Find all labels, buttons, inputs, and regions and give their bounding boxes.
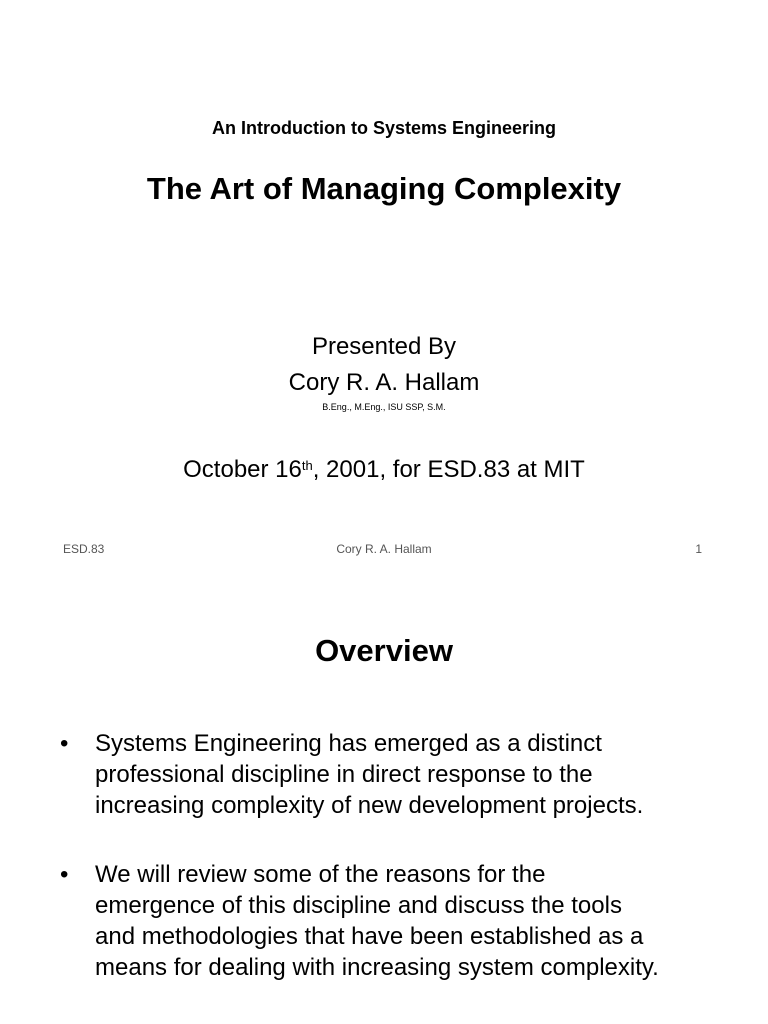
footer-author: Cory R. A. Hallam [336, 542, 432, 556]
bullet-line: Systems Engineering has emerged as a distinct [95, 730, 602, 757]
bullet-line: means for dealing with increasing system complexity. [95, 954, 659, 981]
footer-page-number: 1 [695, 542, 702, 556]
date-prefix: October 16 [183, 456, 302, 483]
bullet-line: increasing complexity of new development projects. [95, 792, 644, 819]
presentation-subtitle: An Introduction to Systems Engineering [211, 118, 557, 138]
presenter-name: Cory R. A. Hallam [288, 369, 480, 396]
bullet-item [60, 859, 740, 983]
bullet-icon: • [60, 861, 69, 888]
presentation-date [0, 456, 768, 484]
footer-course-code: ESD.83 [63, 542, 105, 556]
presenter-credentials: B.Eng., M.Eng., ISU SSP, S.M. [322, 402, 446, 412]
bullet-icon: • [60, 730, 69, 757]
bullet-line: We will review some of the reasons for the [95, 861, 546, 888]
overview-heading: Overview [315, 633, 453, 668]
bullet-line: and methodologies that have been established as a [95, 923, 644, 950]
presentation-title: The Art of Managing Complexity [146, 171, 622, 206]
bullet-line: professional discipline in direct response to the [95, 761, 593, 788]
bullet-item [60, 728, 740, 821]
bullet-line: emergence of this discipline and discuss the tools [95, 892, 622, 919]
date-suffix: , 2001, for ESD.83 at MIT [312, 456, 585, 483]
date-superscript: th [301, 458, 313, 473]
presented-by-label: Presented By [311, 333, 457, 360]
overview-bullet-list [60, 728, 740, 1021]
